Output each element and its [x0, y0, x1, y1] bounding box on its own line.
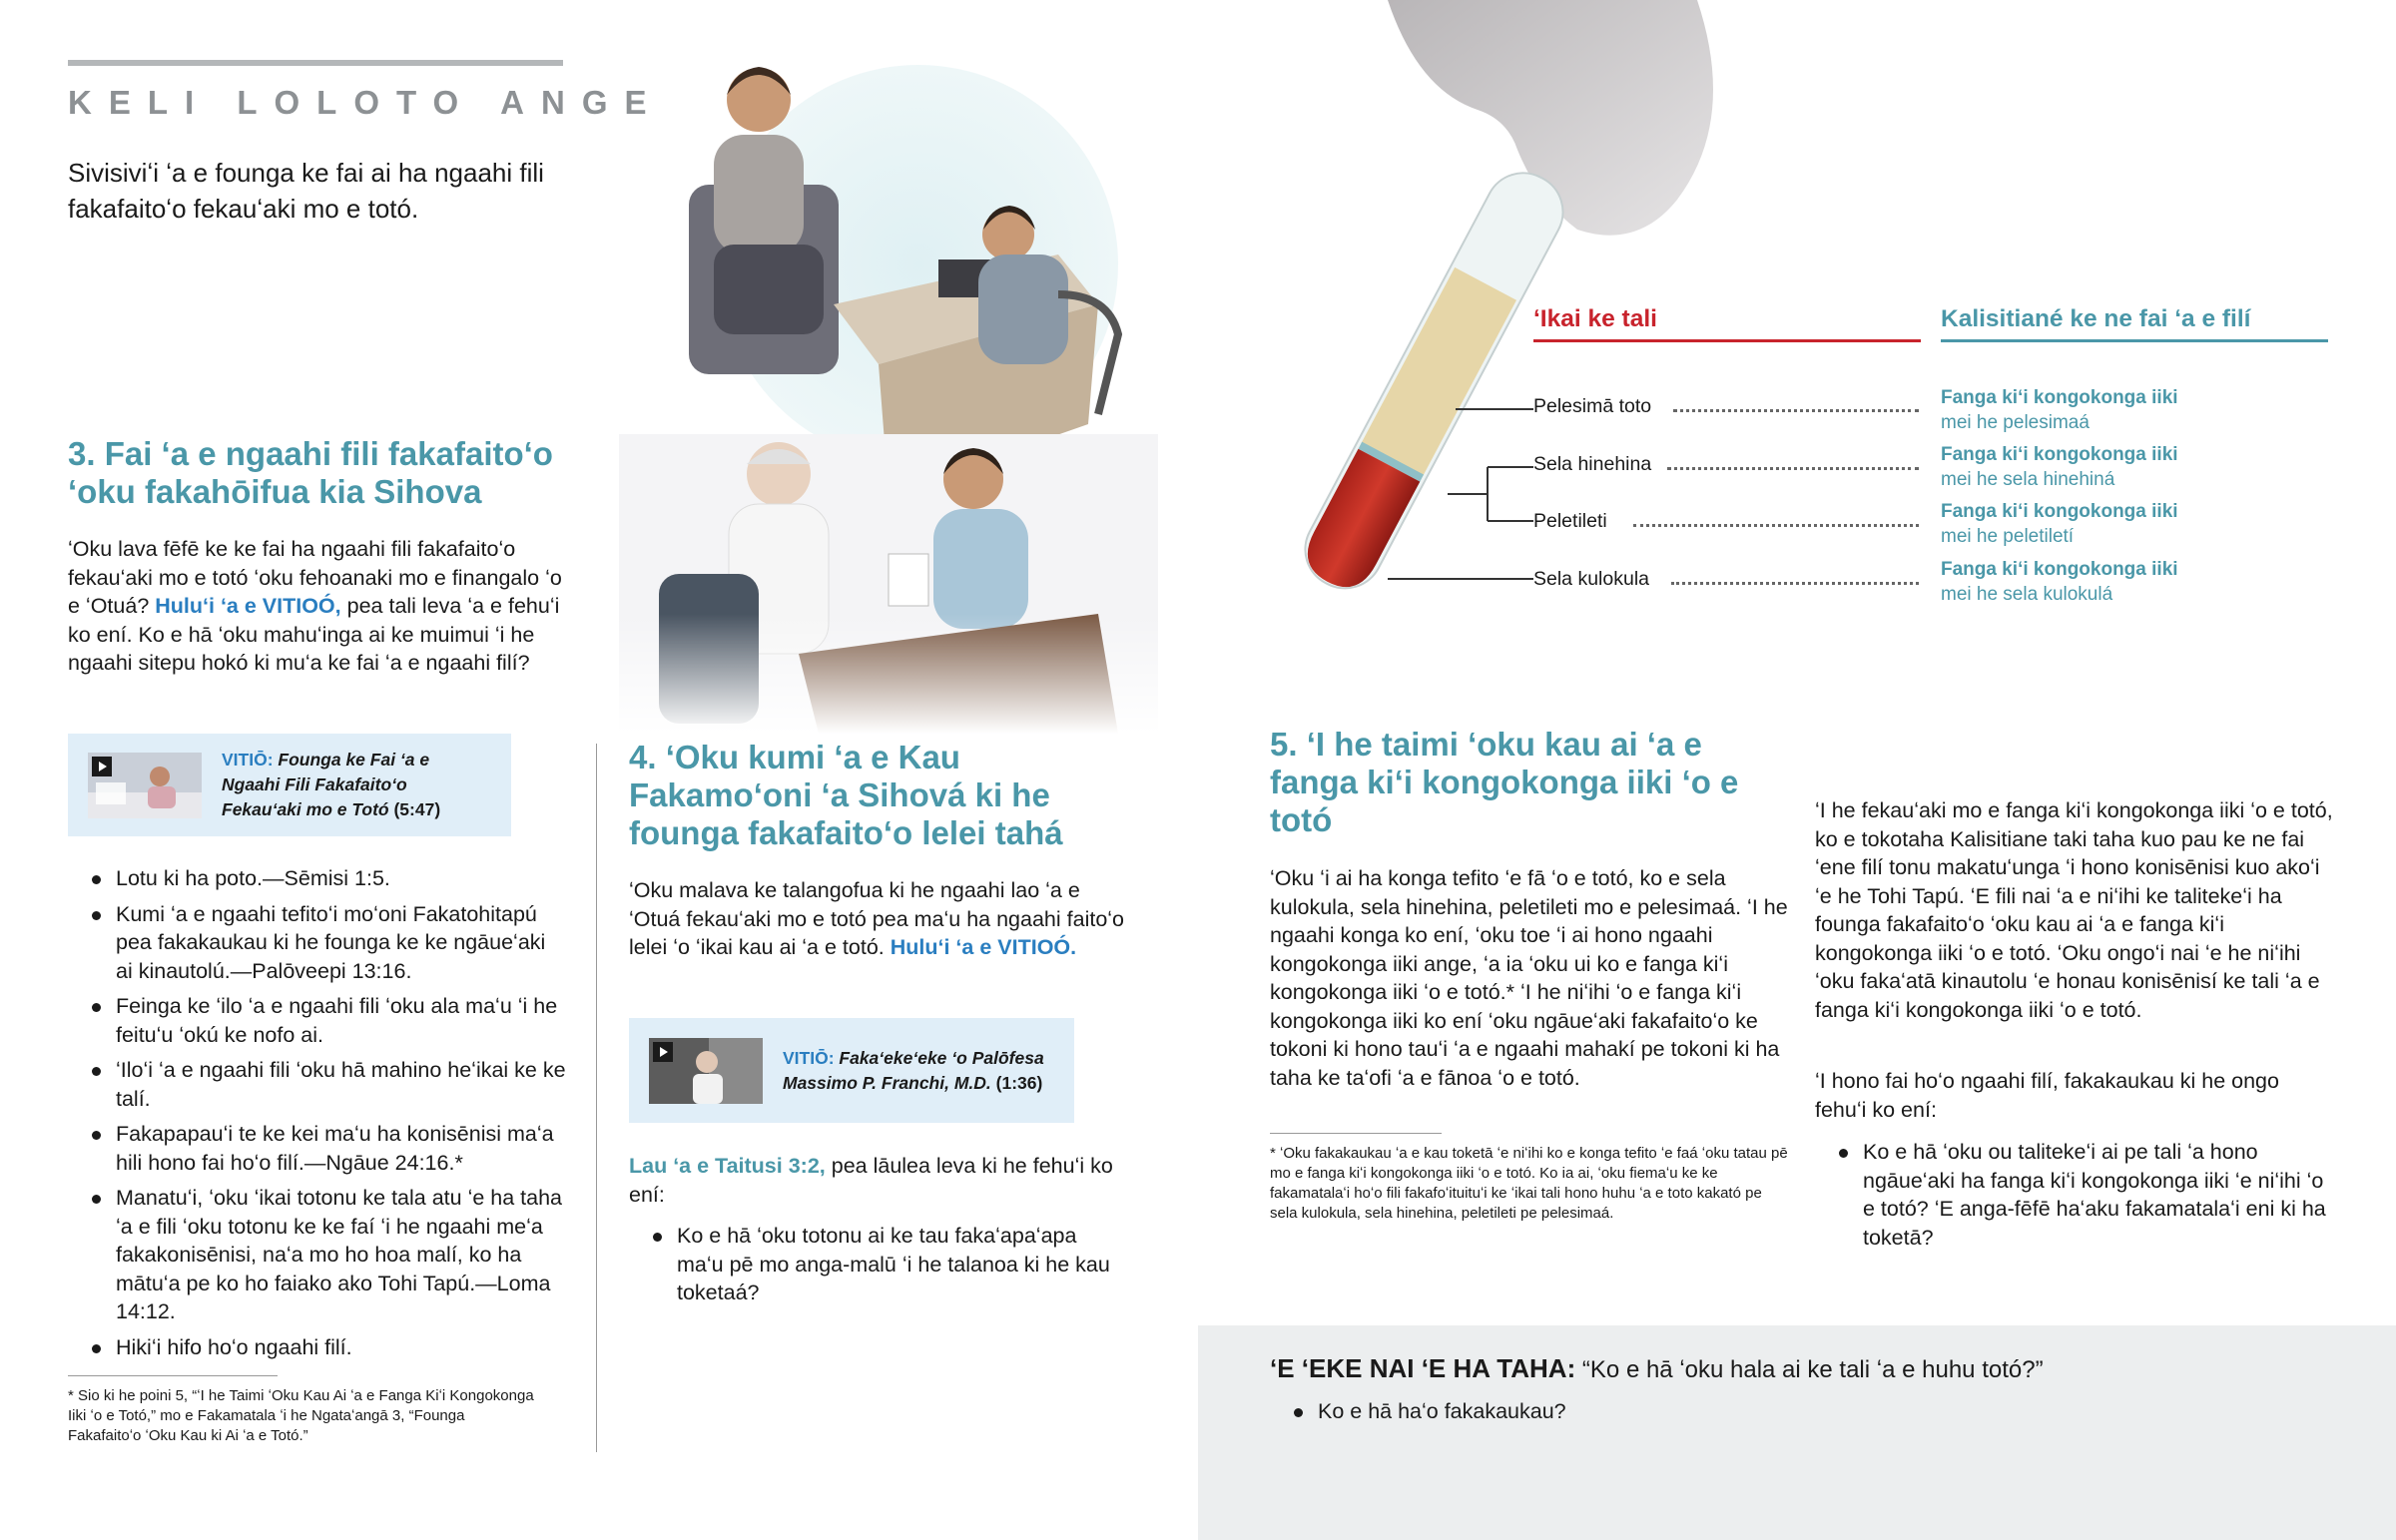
list-item: Manatuʻi, ʻoku ʻikai totonu ke tala atu ʻe ha taha ʻa e fili ʻoku totonu ke ke faí ʻi he ngaahi meʻa fakakonisēnisi, naʻa mo ho hoa malí, ko ha mātuʻa pe ko ho faiako ako Tohi Tapú.—Loma 14:12. [68, 1184, 567, 1326]
list-item: Fakapapauʻi te ke kei maʻu ha konisēnisi maʻa hili hono fai hoʻo filí.—Ngāue 24:16.* [68, 1120, 567, 1177]
section3-video-caption [222, 748, 491, 822]
chart-header-excluded-text: ʻIkai ke tali [1533, 305, 1657, 332]
chart-leader-lines [1388, 389, 1547, 599]
section3-footnote: * Sio ki he poini 5, “ʻI he Taimi ʻOku Kau Ai ʻa e Fanga Kiʻi Kongokonga Iiki ʻo e Totó,” mo e Fakamatala ʻi he Ngataʻangā 3, “Founga Fakafaitoʻo ʻOku Kau ki Ai ʻa e Totó.” [68, 1387, 534, 1444]
question-text: “Ko e hā ʻoku hala ai ke tali ʻa e huhu totó?” [1581, 1356, 2044, 1383]
question-bullet-list [1270, 1397, 2069, 1433]
chart-row-label-red-cells: Sela kulokula [1533, 568, 1649, 590]
section4-paragraph-text: ʻOku malava ke talangofua ki he ngaahi lao ʻa e ʻOtuá fekauʻaki mo e totó pea maʻu ha ngaahi faitoʻo lelei ʻo ʻikai kau ai ʻa e totó. [629, 878, 1125, 959]
scripture-link[interactable]: Lau ʻa e Taitusi 3:2, [629, 1154, 826, 1178]
list-item: Ko e hā ʻoku totonu ai ke tau fakaʻapaʻapa maʻu pē mo anga-malū ʻi he talanoa ki he kau toketaá? [629, 1222, 1128, 1307]
section4-paragraph [629, 876, 1128, 962]
chart-header-excluded [1533, 305, 1657, 333]
chart-row-leader [1671, 582, 1919, 585]
section4-reference-text: pea lāulea leva ki he fehuʻi ko ení: [629, 1154, 1113, 1207]
list-item: Ko e hā ʻoku ou talitekeʻi ai pe tali ʻa hono ngāueʻaki ha fanga kiʻi kongokonga iiki ʻe niʻihi ʻo e totó? ʻE anga-fēfē haʻaku fakamatalaʻi eni ki ha toketā? [1815, 1138, 2334, 1252]
footnote-rule [1270, 1133, 1442, 1134]
intro-text: Sivisiviʻi ʻa e founga ke fai ai ha ngaahi fili fakafaitoʻo fekauʻaki mo e totó. [68, 158, 544, 224]
chart-row-label-white-cells: Sela hinehina [1533, 453, 1652, 475]
fraction-title: Fanga kiʻi kongokonga iiki [1941, 444, 2178, 465]
chart-header-choice-text: Kalisitiané ke ne fai ʻa e filí [1941, 305, 2251, 332]
fraction-title: Fanga kiʻi kongokonga iiki [1941, 559, 2178, 580]
fraction-title: Fanga kiʻi kongokonga iiki [1941, 387, 2178, 408]
chart-header-choice [1941, 305, 2250, 333]
section5-paragraph-right: ʻI he fekauʻaki mo e fanga kiʻi kongokonga iiki ʻo e totó, ko e tokotaha Kalisitiane taki taha kuo pau ke ne fai ʻene filí tonu makatuʻunga ʻi hono konisēnisi kuo akoʻi ʻe he Tohi Tapú. ʻE fili nai ʻa e niʻihi ke talitekeʻi ha founga fakafaitoʻo ʻoku kau ai ʻa e fanga kiʻi kongokonga iiki ʻo e totó. ʻOku ongoʻi nai ʻe he niʻihi ʻoku fakaʻatā kinautolu ʻe honau konisēnisí ke tali ʻa e fanga kiʻi kongokonga iiki ʻo e totó. [1815, 798, 2333, 1022]
video-thumbnail[interactable] [649, 1038, 763, 1104]
chart-row-leader [1667, 467, 1919, 470]
video-label: VITIŌ: [222, 750, 274, 770]
chart-header-excluded-rule [1533, 339, 1921, 342]
chart-header-choice-rule [1941, 339, 2328, 342]
section5-prompt: ʻI hono fai hoʻo ngaahi filí, fakakaukau ki he ongo fehuʻi ko ení: [1815, 1069, 2279, 1122]
fraction-source: mei he sela hinehiná [1941, 469, 2115, 490]
section3-bullet-list [68, 864, 567, 1368]
section4-video-caption [783, 1046, 1052, 1096]
section5-paragraph: ʻOku ʻi ai ha konga tefito ʻe fā ʻo e totó, ko e sela kulokula, sela hinehina, peletileti mo e pelesimaá. ʻI he ngaahi konga ko ení, ʻoku toe ʻi ai hono ngaahi kongokonga iiki ange, ʻa ia ʻoku ui ko e fanga kiʻi kongokonga iiki ʻo e totó.* ʻI he niʻihi ʻo e fanga kiʻi kongokonga iiki ko ení ʻoku ngāueʻaki fakafaitoʻo ke tokoni ki hono tauʻi ʻa e ngaahi mahakí pe tokoni ki ha taha ke taʻofi ʻa e fānoa ʻo e totó. [1270, 866, 1788, 1090]
chart-row-fraction-white-cells [1941, 442, 2178, 492]
list-item: Ko e hā haʻo fakakaukau? [1270, 1397, 2069, 1426]
list-item: ʻIloʻi ʻa e ngaahi fili ʻoku hā mahino heʻikai ke ke talí. [68, 1056, 567, 1113]
consultation-illustration [619, 55, 1158, 734]
chart-row-leader [1673, 409, 1919, 412]
fraction-source: mei he pelesimaá [1941, 412, 2090, 433]
fraction-title: Fanga kiʻi kongokonga iiki [1941, 501, 2178, 522]
section4-reference-paragraph [629, 1152, 1128, 1209]
chart-row-fraction-red-cells [1941, 557, 2178, 607]
section3-paragraph-text-after: pea tali leva ʻa e fehuʻi ko ení. Ko e hā ʻoku mahuʻinga ai ke muimui ʻi he ngaahi sitepu hokó ki muʻa ke fai ʻa e ngaahi filí? [68, 594, 560, 675]
section4-bullet-list [629, 1222, 1128, 1314]
list-item: Lotu ki ha poto.—Sēmisi 1:5. [68, 864, 567, 893]
section4-heading: 4. ʻOku kumi ʻa e Kau Fakamoʻoni ʻa Sihová ki he founga fakafaitoʻo lelei tahá [629, 739, 1063, 851]
footnote-rule [68, 1375, 278, 1376]
section3-video-link[interactable]: Huluʻi ʻa e VITIOÓ, [155, 594, 341, 618]
video-duration: (5:47) [393, 799, 441, 819]
section3-heading: 3. Fai ʻa e ngaahi fili fakafaitoʻo ʻoku fakahōifua kia Sihova [68, 435, 553, 510]
list-item: Hikiʻi hifo hoʻo ngaahi filí. [68, 1333, 567, 1362]
chart-row-label-plasma: Pelesimā toto [1533, 395, 1652, 417]
section3-paragraph [68, 535, 567, 678]
column-divider [596, 744, 597, 1452]
fraction-source: mei he sela kulokulá [1941, 584, 2113, 605]
section5-bullet-list [1815, 1138, 2334, 1259]
kicker-rule [68, 60, 563, 66]
chart-row-leader [1633, 524, 1919, 527]
list-item: Kumi ʻa e ngaahi tefitoʻi moʻoni Fakatohitapú pea fakakaukau ki he founga ke ke ngāueʻaki ai kinautolú.—Palōveepi 13:16. [68, 900, 567, 986]
question-line [1270, 1353, 2348, 1384]
section4-video-link[interactable]: Huluʻi ʻa e VITIOÓ. [890, 935, 1077, 959]
section5-heading: 5. ʻI he taimi ʻoku kau ai ʻa e fanga kiʻi kongokonga iiki ʻo e totó [1270, 726, 1739, 838]
question-label: ʻE ʻEKE NAI ʻE HA TAHA: [1270, 1353, 1576, 1383]
section4-video-card[interactable] [629, 1018, 1074, 1123]
section-kicker: KELI LOLOTO ANGE [68, 84, 664, 121]
video-duration: (1:36) [995, 1072, 1043, 1093]
section5-footnote: * ʻOku fakakaukau ʻa e kau toketā ʻe niʻihi ko e konga tefito ʻe faá ʻoku tatau pē mo e fanga kiʻi kongokonga iiki ʻo e totó. Ko ia ai, ʻoku fiemaʻu ke ke fakamatalaʻi hoʻo fili fakafoʻituituʻi ke ʻikai tali hono huhu ʻa e toto kakató pe sela kulokula, sela hinehina, peletileti pe pelesimaá. [1270, 1145, 1788, 1222]
video-thumbnail[interactable] [88, 753, 202, 818]
video-label: VITIŌ: [783, 1047, 835, 1068]
fraction-source: mei he peletiletí [1941, 526, 2075, 547]
video-title: Fakaʻekeʻeke ʻo Palōfesa Massimo P. Franchi, M.D. [783, 1047, 1044, 1093]
video-title: Founga ke Fai ʻa e Ngaahi Fili Fakafaitoʻo Fekauʻaki mo e Totó [222, 750, 430, 819]
chart-row-label-platelets: Peletileti [1533, 510, 1607, 532]
list-item: Feinga ke ʻilo ʻa e ngaahi fili ʻoku ala maʻu ʻi he feituʻu ʻokú ke nofo ai. [68, 992, 567, 1049]
chart-row-fraction-platelets [1941, 499, 2178, 549]
chart-row-fraction-plasma [1941, 385, 2178, 435]
section3-paragraph-text: ʻOku lava fēfē ke ke fai ha ngaahi fili fakafaitoʻo fekauʻaki mo e totó ʻoku fehoanaki mo e finangalo ʻo e ʻOtuá? [68, 537, 562, 618]
play-icon[interactable] [653, 1042, 673, 1062]
section3-video-card[interactable] [68, 734, 511, 836]
play-icon[interactable] [92, 757, 112, 776]
